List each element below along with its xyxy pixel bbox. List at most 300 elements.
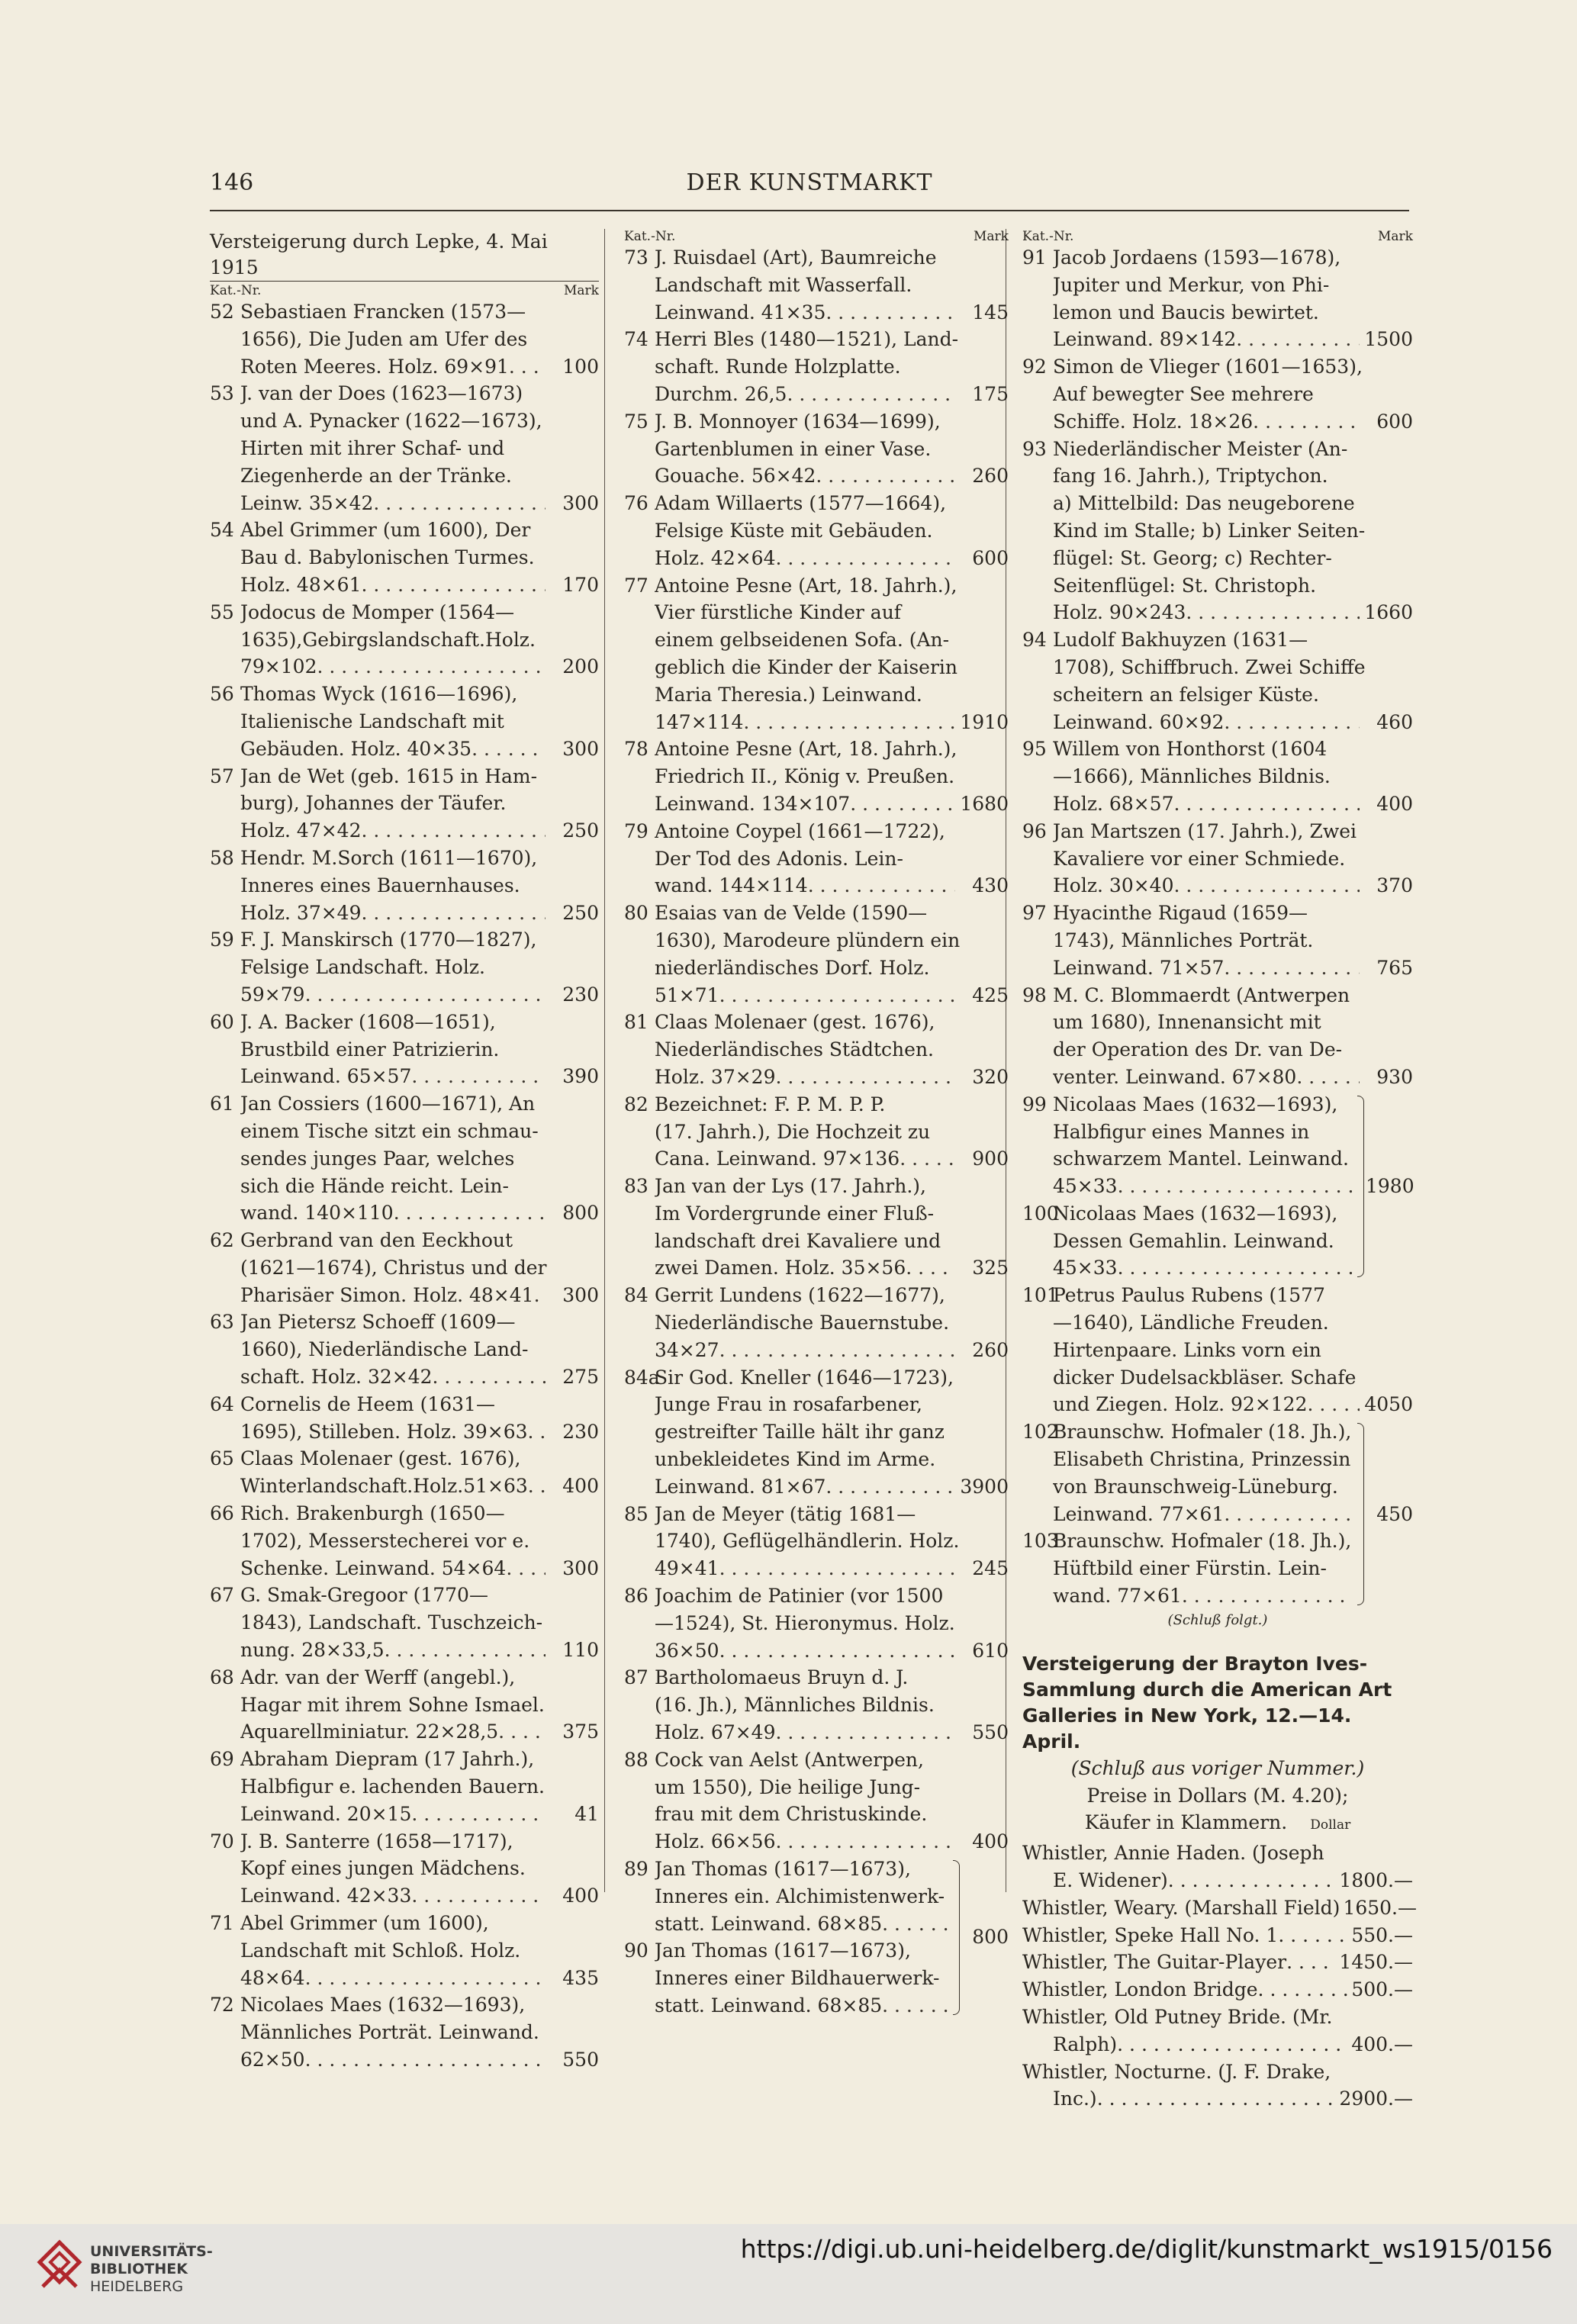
lot-text: Inneres ein. Alchimistenwerk- [655,1885,945,1907]
lot-text: Niederländisches Städtchen. [655,1038,934,1061]
dot-leader [1258,1976,1349,2004]
lot-text: Seitenflügel: St. Christoph. [1053,574,1317,597]
lot-text: Abel Grimmer (um 1600), Der [240,519,531,542]
dollar-label: Dollar [1310,1817,1351,1833]
lot-line [1022,763,1413,790]
mark-label: Mark [974,229,1009,244]
lot-text: Winterlandschaft.Holz.51×63 [240,1475,528,1498]
lot-line [624,1119,1009,1146]
lot-line [624,709,1009,736]
lot-text: Jan Martszen (17. Jahrh.), Zwei [1053,819,1357,842]
lot-entry [624,1009,1009,1090]
lot-line [210,981,599,1009]
lot-line [1022,927,1413,954]
lot-price: 375 [562,1720,599,1743]
lot-line [210,435,599,462]
lot-price: 550 [972,1721,1009,1744]
lot-text: Cornelis de Heem (1631— [240,1392,495,1415]
lot-text: Jan de Wet (geb. 1615 in Ham- [240,764,538,787]
lot-price: 41 [574,1802,599,1825]
dot-leader [775,545,955,572]
lot-text: Abraham Diepram (17 Jahrh.), [240,1748,535,1771]
lot-line [210,681,599,708]
dot-leader [906,1254,955,1282]
lot-text: gestreifter Taille hält ihr ganz [655,1421,945,1444]
lot-price: 1680 [960,792,1009,815]
section-heading: Versteigerung durch Lepke, 4. Mai 1915 [210,229,599,282]
lot-text: Leinwand. 20×15 [240,1802,412,1825]
lot-line [1022,1527,1413,1555]
lot-text: Niederländischer Meister (An- [1053,437,1348,460]
lot-text: Hagar mit ihrem Sohne Ismael. [240,1693,545,1716]
lot-text: Hirten mit ihrer Schaf- und [240,436,505,459]
lot-price: 800 [562,1202,599,1225]
lot-text: Maria Theresia.) Leinwand. [655,683,922,706]
lot-line [210,571,599,599]
lot-entry [210,1746,599,1827]
lot-number: 76 [624,492,649,515]
lot-text: Adr. van der Werff (angebl.), [240,1666,516,1688]
lot-text: a) Mittelbild: Das neugeborene [1053,492,1355,515]
lot-text: Inneres einer Bildhauerwerk- [655,1967,940,1990]
lot-text: Gerrit Lundens (1622—1677), [655,1284,945,1307]
lot-text: Cock van Aelst (Antwerpen, [655,1748,924,1771]
lot-line [1022,1200,1413,1228]
lot-text: Petrus Paulus Rubens (1577 [1053,1284,1325,1307]
lot-text: Holz. 66×56 [655,1830,776,1853]
lot-price: 145 [972,301,1009,323]
dot-leader [305,2046,546,2074]
sale-line [1022,2004,1413,2031]
lot-line [624,1555,1009,1582]
lot-line [624,763,1009,790]
lot-text: Bau d. Babylonischen Turmes. [240,546,535,569]
lot-number: 102 [1022,1421,1059,1444]
lot-number: 101 [1022,1284,1059,1307]
lot-line [1022,408,1413,436]
buyers-note-row [1022,1809,1413,1840]
lot-line [210,1473,599,1500]
lot-entry [624,1501,1009,1582]
dot-leader [1168,1867,1337,1894]
lot-text: Junge Frau in rosafarbener, [655,1393,922,1416]
bracket [1357,1423,1364,1605]
lot-line [1022,572,1413,600]
dot-leader [826,1473,955,1501]
lot-price: 430 [972,874,1009,897]
lot-line [210,2019,599,2046]
lot-entry [210,763,599,845]
lot-number: 89 [624,1858,649,1881]
dot-leader [534,1282,546,1309]
lot-price: 230 [562,1420,599,1443]
lot-entry [210,1445,599,1500]
lot-text: Kavaliere vor einer Schmiede. [1053,847,1346,870]
lot-number: 55 [210,600,234,623]
lot-price: 300 [562,1283,599,1306]
lot-line [1022,654,1413,681]
institution-line: UNIVERSITÄTS- [90,2243,213,2260]
lot-entry [210,380,599,517]
lot-price: 370 [1376,874,1413,897]
lot-number: 81 [624,1011,649,1034]
lot-number: 96 [1022,819,1047,842]
lot-line [210,2046,599,2074]
sales-list [1022,1840,1418,2113]
dot-leader [411,1801,546,1828]
lot-price: 320 [972,1065,1009,1088]
lot-line [1022,1228,1413,1255]
sale-line [1022,1840,1413,1867]
lot-entry [1022,818,1413,900]
lot-line [624,1036,1009,1064]
kat-nr-label: Kat.-Nr. [210,283,262,298]
lot-text: schaft. Holz. 32×42 [240,1366,433,1389]
lot-line [210,708,599,736]
lot-entry [210,1910,599,1991]
lot-number: 90 [624,1939,649,1962]
lot-number: 56 [210,683,234,706]
lot-line [210,298,599,326]
lot-entry [624,572,1009,736]
lot-line [624,1582,1009,1610]
dot-leader [1173,872,1360,900]
lot-line [210,1828,599,1856]
lot-line [624,517,1009,545]
lot-line [624,1719,1009,1746]
lot-entry [210,298,599,380]
lot-price: 400 [1376,792,1413,815]
lot-text: Dessen Gemahlin. Leinwand. [1053,1229,1334,1252]
lot-entry [624,818,1009,900]
lot-text: J. B. Santerre (1658—1717), [240,1830,513,1852]
lot-number: 65 [210,1447,234,1470]
dot-leader [1186,599,1360,626]
lot-line [1022,626,1413,654]
lot-line [624,299,1009,327]
lot-entry [624,408,1009,490]
lot-text: 36×50 [655,1639,719,1662]
lot-line [210,1910,599,1937]
mark-label: Mark [1378,229,1413,244]
dot-leader [385,1637,546,1664]
dot-leader [1253,408,1360,436]
lot-price: 600 [1376,410,1413,433]
lot-text: Gouache. 56×42 [655,465,816,488]
dot-leader [361,900,546,927]
lot-number: 85 [624,1502,649,1525]
lot-text: 62×50 [240,2049,305,2071]
lot-text: —1640), Ländliche Freuden. [1053,1312,1329,1334]
lot-text: Joachim de Patinier (vor 1500 [655,1585,944,1608]
dot-leader [361,817,546,845]
sale-text: Whistler, The Guitar-Player [1022,1951,1287,1974]
sale-line [1022,1867,1413,1894]
sale-text: Ralph) [1053,2033,1118,2055]
lot-line [624,818,1009,845]
dot-leader [305,981,546,1009]
lot-line [624,326,1009,353]
lot-price: 400 [972,1830,1009,1853]
lot-text: Holz. 37×49 [240,901,362,924]
lot-text: J. A. Backer (1608—1651), [240,1010,496,1033]
sale-text: Whistler, Nocturne. (J. F. Drake, [1022,2060,1331,2083]
sale-line [1022,2031,1413,2058]
institution-line: HEIDELBERG [90,2278,184,2295]
dot-leader [471,736,546,763]
lot-text: Nicolaes Maes (1632—1693), [240,1994,526,2017]
lot-line [210,1855,599,1882]
lot-number: 87 [624,1666,649,1689]
dot-leader [411,1063,546,1090]
lot-line [210,1582,599,1609]
lot-line [1022,1337,1413,1364]
lot-text: wand. 140×110 [240,1202,394,1225]
lot-text: Vier fürstliche Kinder auf [655,601,902,624]
group-price: 1980 [1366,1175,1414,1198]
lot-price: 200 [562,655,599,678]
lot-line [210,1555,599,1582]
lot-number: 70 [210,1830,234,1852]
page-number: 146 [210,169,254,196]
lot-line [1022,1173,1413,1200]
lot-text: Simon de Vlieger (1601—1653), [1053,356,1363,378]
lot-entry [210,926,599,1008]
lot-entry [210,1664,599,1746]
source-url[interactable]: https://digi.ub.uni-heidelberg.de/diglit/kunstmarkt_ws1915/0156 [740,2234,1553,2264]
lot-text: M. C. Blommaerdt (Antwerpen [1053,983,1350,1006]
lot-price: 175 [972,382,1009,405]
lot-text: Jan Cossiers (1600—1671), An [240,1093,536,1115]
header-rule [210,210,1409,211]
dot-leader [528,1418,546,1446]
lot-line [210,626,599,654]
sale-text: Whistler, Annie Haden. (Joseph [1022,1842,1324,1865]
lot-line [1022,1009,1413,1036]
lot-entry [624,1091,1009,1173]
lot-text: Rich. Brakenburgh (1650— [240,1502,505,1525]
lot-line [624,353,1009,381]
dot-leader [775,1719,955,1746]
lot-number: 86 [624,1585,649,1608]
lot-price: 230 [562,983,599,1006]
lot-text: 1743), Männliches Porträt. [1053,929,1314,951]
lot-text: Antoine Pesne (Art, 18. Jahrh.), [655,574,957,597]
lot-line [1022,1418,1413,1446]
lot-text: Italienische Landschaft mit [240,710,504,732]
lot-line [210,1145,599,1173]
lot-text: Leinwand. 77×61 [1053,1502,1225,1525]
lot-line [624,244,1009,272]
lot-number: 71 [210,1912,234,1935]
dot-leader [808,872,955,900]
running-head [210,169,1409,206]
lot-line [210,1036,599,1064]
lot-number: 78 [624,738,649,761]
mark-label: Mark [564,283,599,298]
lot-line [210,1009,599,1036]
lot-entry [210,1090,599,1227]
lot-text: niederländisches Dorf. Holz. [655,956,930,979]
lot-text: Holz. 30×40 [1053,874,1174,897]
lot-text: Ziegenherde an der Tränke. [240,464,512,487]
lot-group [624,1856,1009,2020]
dot-leader [509,353,546,381]
dot-leader [1236,326,1360,353]
lot-entry [1022,626,1413,736]
lot-entry [210,1582,599,1663]
lot-text: Niederländische Bauernstube. [655,1312,950,1334]
lot-text: —1524), St. Hieronymus. Holz. [655,1611,955,1634]
institution-name [90,2243,213,2296]
lot-text: Holz. 48×61 [240,573,362,596]
lot-text: J. van der Does (1623—1673) [240,382,523,405]
lot-number: 82 [624,1093,649,1115]
lot-line [1022,1446,1413,1473]
lot-number: 100 [1022,1202,1059,1225]
lot-line [624,436,1009,463]
lot-text: frau mit dem Christuskinde. [655,1803,928,1826]
lot-text: 1630), Marodeure plündern ein [655,929,961,951]
sale-price: 1650.— [1343,1896,1418,1919]
lot-number: 77 [624,574,649,597]
lot-line [624,954,1009,982]
lot-line [210,544,599,571]
lot-line [624,681,1009,709]
lot-text: Leinwand. 60×92 [1053,710,1225,733]
lot-line [210,900,599,927]
lot-price: 250 [562,901,599,924]
lot-line [210,954,599,981]
lot-line [624,1501,1009,1528]
dot-leader [1097,2085,1337,2113]
sale-entry [1022,2004,1413,2058]
lot-number: 75 [624,410,649,433]
kat-nr-label: Kat.-Nr. [624,229,676,244]
lot-price: 300 [562,491,599,514]
lot-line [1022,1064,1413,1091]
lot-entry [624,244,1009,326]
lot-text: Holz. 47×42 [240,819,362,842]
lot-number: 64 [210,1392,234,1415]
lot-number: 94 [1022,629,1047,652]
lot-line [624,1282,1009,1309]
lot-text: Gartenblumen in einer Vase. [655,437,932,460]
lot-line [1022,326,1413,353]
lot-text: 45×33 [1053,1257,1118,1279]
lot-line [210,599,599,626]
lot-group [1022,1418,1413,1610]
institution-line: BIBLIOTHEK [90,2261,188,2277]
lot-text: Der Tod des Adonis. Lein- [655,847,903,870]
lot-text: 1695), Stilleben. Holz. 39×63 [240,1420,528,1443]
lot-line [624,1064,1009,1091]
lot-list [624,244,1009,2020]
lot-line [624,1937,1009,1965]
lot-list [210,298,599,2074]
lot-text: und A. Pynacker (1622—1673), [240,410,542,433]
lot-text: 45×33 [1053,1175,1118,1198]
lot-entry [210,1391,599,1446]
lot-price: 930 [1376,1065,1413,1088]
lot-line [624,1856,1009,1883]
lot-line [1022,1555,1413,1582]
lot-line [1022,818,1413,845]
lot-line [210,763,599,790]
lot-entry [210,1009,599,1090]
lot-line [624,1173,1009,1200]
dot-leader [1224,709,1360,736]
lot-entry [210,681,599,762]
dot-leader [719,1555,955,1582]
lot-price: 400 [562,1885,599,1907]
group-price: 800 [972,1926,1009,1949]
lot-line [1022,790,1413,818]
lot-number: 99 [1022,1093,1047,1115]
lot-number: 63 [210,1311,234,1334]
lot-price: 325 [972,1257,1009,1279]
lot-line [1022,1036,1413,1064]
lot-text: Brustbild einer Patrizierin. [240,1038,500,1061]
dot-leader [373,490,546,517]
lot-entry [210,845,599,926]
lot-line [624,1691,1009,1719]
lot-price: 275 [562,1366,599,1389]
dot-leader [719,982,955,1009]
lot-line [210,1718,599,1746]
lot-line [624,736,1009,763]
lot-text: Nicolaas Maes (1632—1693), [1053,1093,1338,1115]
sale-price: 1450.— [1339,1951,1413,1974]
lot-line [1022,1091,1413,1119]
lot-number: 84 [624,1284,649,1307]
lot-text: (1621—1674), Christus und der [240,1256,547,1279]
lot-line [1022,1364,1413,1392]
lot-price: 600 [972,546,1009,569]
lot-text: J. B. Monnoyer (1634—1699), [655,410,941,433]
lot-line [1022,299,1413,327]
lot-entry [624,1282,1009,1363]
lot-text: fang 16. Jahrh.), Triptychon. [1053,465,1328,488]
lot-line [624,1664,1009,1691]
lot-line [210,462,599,490]
lot-entry [1022,900,1413,981]
lot-line [624,490,1009,517]
lot-line [624,1828,1009,1856]
lot-price: 3900 [960,1475,1009,1498]
lot-price: 390 [562,1065,599,1088]
lot-text: 1740), Geflügelhändlerin. Holz. [655,1530,960,1553]
lot-text: um 1680), Innenansicht mit [1053,1011,1321,1034]
column-header [624,229,1009,244]
lot-entry [624,1364,1009,1501]
lot-text: Holz. 42×64 [655,546,776,569]
lot-text: Jacob Jordaens (1593—1678), [1053,246,1341,269]
dot-leader [1296,1064,1360,1091]
column-2 [610,229,1009,2020]
lot-text: Adam Willaerts (1577—1664), [655,492,947,515]
lot-line [624,545,1009,572]
lot-line [624,900,1009,927]
to-be-continued-note: (Schluß folgt.) [1167,1611,1268,1628]
lot-price: 1500 [1364,328,1413,351]
lot-line [624,1009,1009,1036]
lot-text: 1708), Schiffbruch. Zwei Schiffe [1053,655,1366,678]
lot-text: schwarzem Mantel. Leinwand. [1053,1148,1349,1170]
lot-line [210,1609,599,1637]
lot-entry [1022,1282,1413,1418]
dot-leader [1286,1949,1336,1976]
